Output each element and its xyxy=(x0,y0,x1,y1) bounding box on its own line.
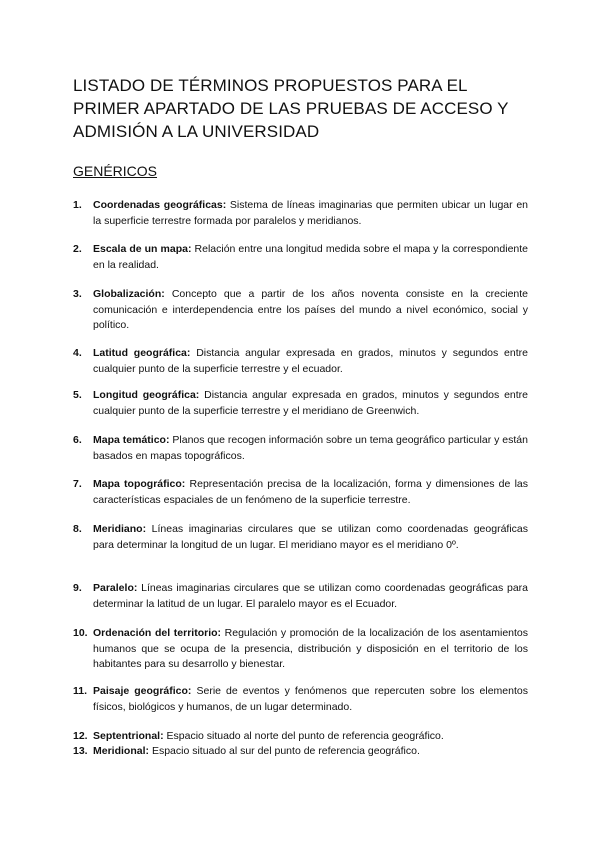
term-definition: Líneas imaginarias circulares que se utilizan como coordenadas geográficas para determinar la latitud de un lugar. El paralelo mayor es el Ecuador. xyxy=(93,582,528,610)
item-number: 3. xyxy=(73,288,82,300)
term-definition: Distancia angular expresada en grados, minutos y segundos entre cualquier punto de la superficie terrestre y el meridiano de Greenwich. xyxy=(93,389,528,417)
list-item xyxy=(73,346,528,377)
term-label: Globalización: xyxy=(93,288,165,300)
item-number: 4. xyxy=(73,347,82,359)
list-item xyxy=(73,626,528,673)
list-item xyxy=(73,522,528,553)
term-label: Coordenadas geográficas: xyxy=(93,199,227,211)
list-item xyxy=(73,287,528,334)
term-label: Paralelo: xyxy=(93,582,138,594)
item-number: 11. xyxy=(73,685,88,697)
list-item xyxy=(73,198,528,229)
list-item xyxy=(73,433,528,464)
title-line: ADMISIÓN A LA UNIVERSIDAD xyxy=(73,122,320,141)
item-number: 12. xyxy=(73,730,88,742)
term-definition: Espacio situado al norte del punto de referencia geográfico. xyxy=(166,730,444,742)
item-number: 13. xyxy=(73,745,88,757)
item-number: 7. xyxy=(73,478,82,490)
term-label: Paisaje geográfico: xyxy=(93,685,192,697)
item-number: 6. xyxy=(73,434,82,446)
term-definition: Espacio situado al sur del punto de referencia geográfico. xyxy=(151,745,420,757)
term-definition: Regulación y promoción de la localización de los asentamientos humanos que se ocupa de la presencia, distribución y disposición en el territorio de los habitantes para su desarrollo y bienestar. xyxy=(93,627,529,670)
term-definition: Líneas imaginarias circulares que se utilizan como coordenadas geográficas para determinar la longitud de un lugar. El meridiano mayor es el meridiano 0º. xyxy=(93,523,529,551)
item-number: 8. xyxy=(73,523,82,535)
item-number: 1. xyxy=(73,199,82,211)
term-label: Longitud geográfica: xyxy=(93,389,200,401)
term-definition: Serie de eventos y fenómenos que repercuten sobre los elementos físicos, biológicos y humanos, de un lugar determinado. xyxy=(93,685,528,713)
term-label: Ordenación del territorio: xyxy=(93,627,222,639)
term-definition: Planos que recogen información sobre un tema geográfico particular y están basados en mapas topográficos. xyxy=(93,434,528,462)
term-definition: Distancia angular expresada en grados, minutos y segundos entre cualquier punto de la superficie terrestre y el ecuador. xyxy=(93,347,528,375)
item-number: 9. xyxy=(73,582,82,594)
list-item xyxy=(73,729,528,745)
title-line: PRIMER APARTADO DE LAS PRUEBAS DE ACCESO Y xyxy=(73,99,509,118)
list-item xyxy=(73,242,528,273)
term-label: Septentrional: xyxy=(93,730,164,742)
section-heading: GENÉRICOS xyxy=(73,163,158,179)
term-definition: Representación precisa de la localización, forma y dimensiones de las características espaciales de un fenómeno de la superficie terrestre. xyxy=(93,478,529,506)
term-label: Escala de un mapa: xyxy=(93,243,192,255)
term-definition: Sistema de líneas imaginarias que permiten ubicar un lugar en la superficie terrestre formada por paralelos y meridianos. xyxy=(93,199,529,227)
term-label: Latitud geográfica: xyxy=(93,347,191,359)
list-item xyxy=(73,388,528,419)
list-item xyxy=(73,744,528,760)
term-definition: Relación entre una longitud medida sobre el mapa y la correspondiente en la realidad. xyxy=(93,243,529,271)
item-number: 5. xyxy=(73,389,82,401)
term-label: Mapa topográfico: xyxy=(93,478,186,490)
term-label: Meridional: xyxy=(93,745,150,757)
list-item xyxy=(73,477,528,508)
item-number: 2. xyxy=(73,243,82,255)
list-item xyxy=(73,581,528,612)
item-number: 10. xyxy=(73,627,88,639)
list-item xyxy=(73,684,528,715)
term-label: Mapa temático: xyxy=(93,434,170,446)
title-line: LISTADO DE TÉRMINOS PROPUESTOS PARA EL xyxy=(73,76,468,95)
document-title xyxy=(73,74,533,143)
term-label: Meridiano: xyxy=(93,523,147,535)
term-definition: Concepto que a partir de los años noventa consiste en la creciente comunicación e interdependencia entre los países del mundo a nivel económico, social y político. xyxy=(93,288,529,331)
